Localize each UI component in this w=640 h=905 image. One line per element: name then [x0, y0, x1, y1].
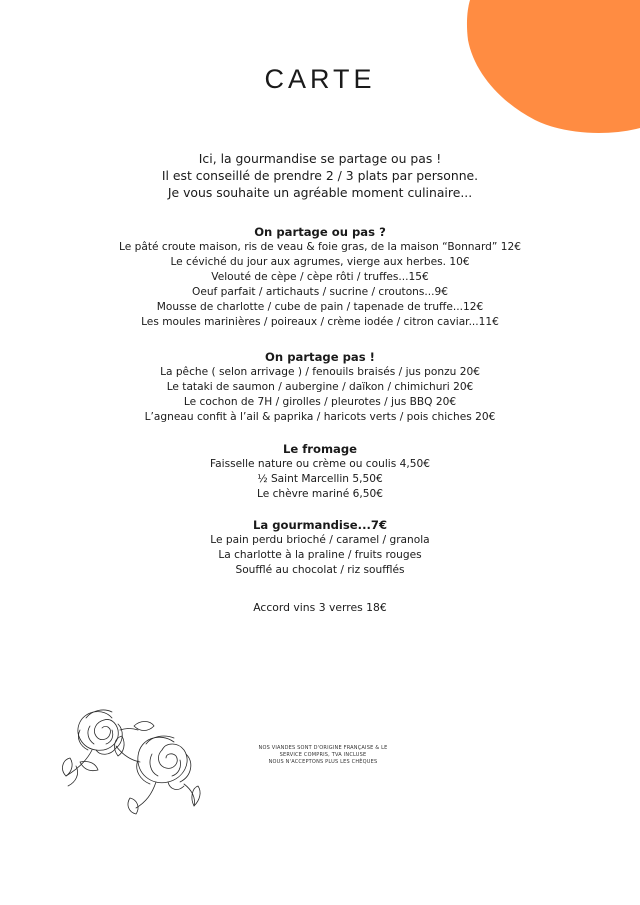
note-line: SERVICE COMPRIS, TVA INCLUSE	[279, 752, 367, 758]
section-la-gourmandise	[0, 518, 640, 578]
menu-item: Mousse de charlotte / cube de pain / tapenade de truffe...12€	[156, 301, 484, 313]
menu-item: Velouté de cèpe / cèpe rôti / truffes...15€	[211, 271, 429, 283]
note-line: NOUS N'ACCEPTONS PLUS LES CHÈQUES	[268, 759, 378, 765]
menu-item: ½ Saint Marcellin 5,50€	[257, 473, 383, 485]
section-a-partager-ou-pas	[0, 225, 640, 330]
page-title: CARTE	[264, 64, 376, 94]
section-title: La gourmandise...7€	[252, 518, 388, 532]
intro-line: Ici, la gourmandise se partage ou pas !	[198, 151, 442, 166]
section-title: On partage pas !	[265, 350, 375, 364]
intro-text	[0, 150, 640, 201]
menu-item: Les moules marinières / poireaux / crème iodée / citron caviar...11€	[141, 316, 499, 328]
wine-pairing: Accord vins 3 verres 18€	[253, 601, 387, 614]
menu-item: Le pâté croute maison, ris de veau & foie gras, de la maison “Bonnard” 12€	[119, 241, 521, 253]
section-title: On partage ou pas ?	[254, 225, 386, 239]
menu-item: La pêche ( selon arrivage ) / fenouils braisés / jus ponzu 20€	[160, 366, 480, 378]
menu-item: Le cochon de 7H / girolles / pleurotes / jus BBQ 20€	[183, 396, 457, 408]
section-le-fromage	[0, 442, 640, 502]
menu	[0, 225, 640, 578]
footer-notes	[246, 745, 400, 766]
menu-item: Le céviché du jour aux agrumes, vierge aux herbes. 10€	[170, 256, 470, 268]
intro-line: Il est conseillé de prendre 2 / 3 plats par personne.	[161, 168, 479, 183]
menu-item: Faisselle nature ou crème ou coulis 4,50€	[210, 458, 430, 470]
section-title: Le fromage	[282, 442, 358, 456]
section-on-partage-pas	[0, 350, 640, 425]
menu-item: Le pain perdu brioché / caramel / granola	[210, 534, 430, 546]
menu-item: Soufflé au chocolat / riz soufflés	[235, 564, 405, 576]
menu-item: Le chèvre mariné 6,50€	[257, 488, 383, 500]
menu-item: La charlotte à la praline / fruits rouges	[218, 549, 422, 561]
menu-item: L’agneau confit à l’ail & paprika / haricots verts / pois chiches 20€	[144, 411, 496, 423]
intro-line: Je vous souhaite un agréable moment culinaire...	[167, 185, 473, 200]
roses-illustration	[56, 700, 208, 822]
menu-item: Oeuf parfait / artichauts / sucrine / croutons...9€	[191, 286, 448, 298]
note-line: NOS VIANDES SONT D'ORIGINE FRANÇAISE & LE	[258, 745, 388, 751]
menu-item: Le tataki de saumon / aubergine / daïkon / chimichuri 20€	[166, 381, 474, 393]
